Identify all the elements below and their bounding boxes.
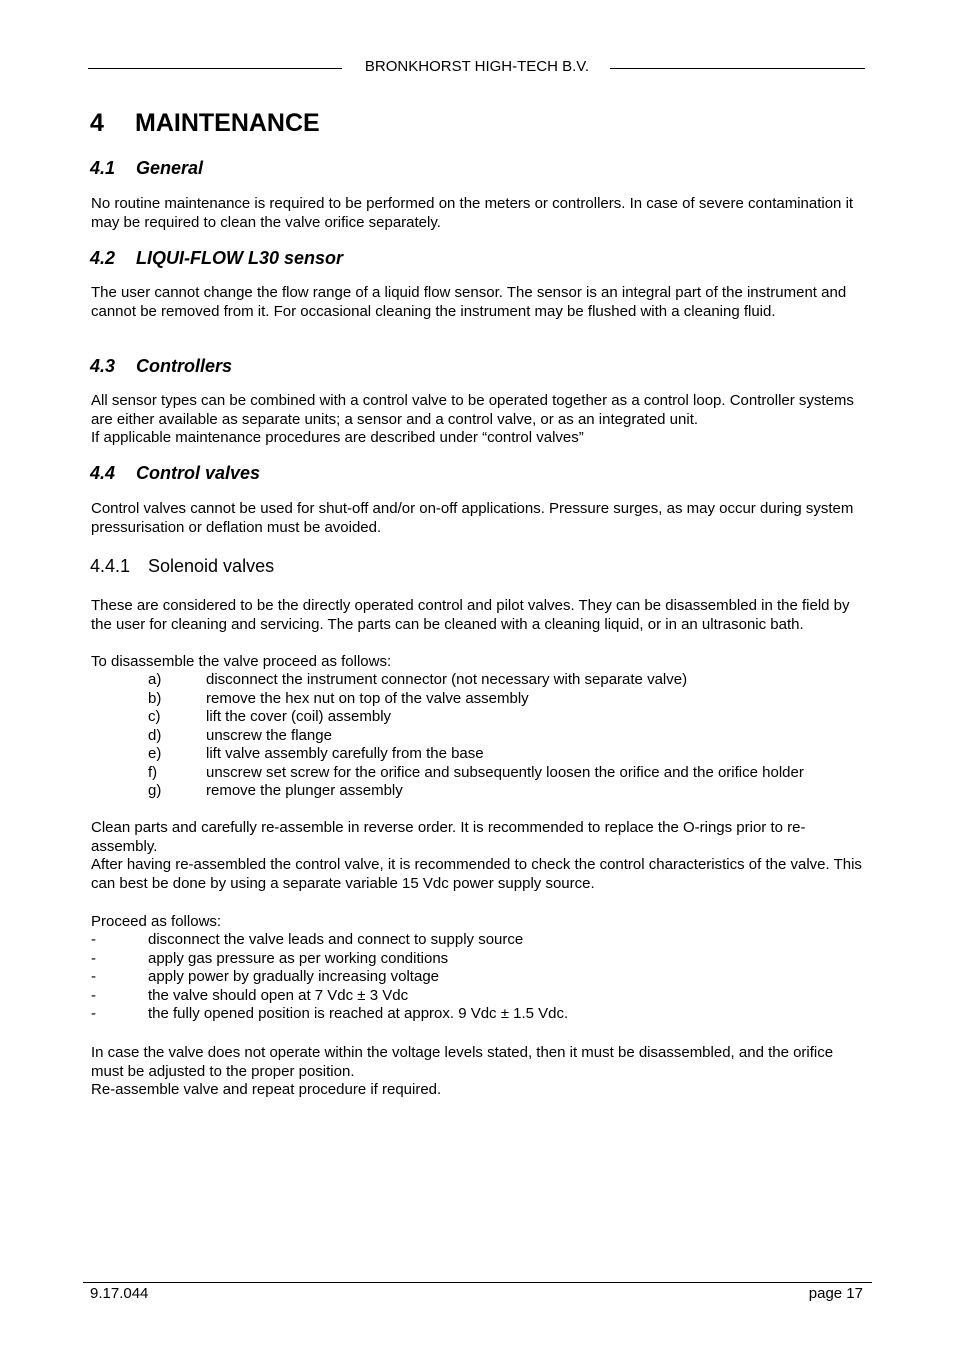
section-number: 4.4: [90, 463, 116, 483]
list-marker: g): [148, 782, 162, 799]
list-item: [91, 931, 568, 950]
proceed-lead: Proceed as follows:: [91, 913, 222, 930]
footer-rule: [83, 1282, 872, 1283]
list-marker: -: [91, 931, 96, 948]
chapter-heading: [90, 109, 320, 138]
list-text: unscrew set screw for the orifice and subsequently loosen the orifice and the orifice holder: [206, 763, 804, 781]
section-heading-4-2: [90, 248, 343, 269]
list-marker: b): [148, 689, 162, 707]
list-marker: -: [91, 1005, 96, 1022]
list-text: lift the cover (coil) assembly: [206, 708, 392, 725]
header-company: BRONKHORST HIGH-TECH B.V.: [364, 58, 590, 75]
section-number: 4.2: [90, 248, 116, 268]
list-item: [148, 708, 804, 727]
section-4-3-body: All sensor types can be combined with a control valve to be operated together as a control loop. Controller systems are either available as separate units; a sensor and a control valve, or as an integrated unit.: [91, 392, 854, 428]
list-text: lift valve assembly carefully from the base: [206, 745, 484, 762]
section-heading-4-4: [90, 463, 260, 484]
subsection-heading-4-4-1: [90, 556, 274, 577]
section-4-3-note: If applicable maintenance procedures are described under “control valves”: [91, 429, 584, 446]
footer-doc-number: 9.17.044: [90, 1285, 149, 1302]
footer-page-number: page 17: [808, 1285, 863, 1302]
list-item: [148, 671, 804, 690]
section-4-4-body: Control valves cannot be used for shut-off and/or on-off applications. Pressure surges, as may occur during system pressurisation or deflation must be avoided.: [91, 500, 854, 536]
list-marker: -: [91, 986, 96, 1004]
list-item: [148, 690, 804, 709]
section-title: Controllers: [136, 356, 233, 376]
list-marker: d): [148, 726, 162, 744]
list-text: remove the plunger assembly: [206, 782, 403, 799]
section-title: Control valves: [136, 463, 261, 483]
chapter-title: MAINTENANCE: [135, 109, 320, 137]
list-text: the fully opened position is reached at approx. 9 Vdc ± 1.5 Vdc.: [148, 1005, 569, 1022]
list-marker: a): [148, 671, 162, 688]
disassembly-steps-list: [148, 671, 804, 801]
solenoid-check: After having re-assembled the control valve, it is recommended to check the control characteristics of the valve. This can best be done by using a separate variable 15 Vdc power supply source.: [91, 856, 862, 892]
list-item: [91, 987, 568, 1006]
list-marker: c): [148, 708, 161, 725]
list-item: [148, 727, 804, 746]
list-item: [91, 950, 568, 969]
section-4-2-body: The user cannot change the flow range of a liquid flow sensor. The sensor is an integral part of the instrument and cannot be removed from it. For occasional cleaning the instrument may be flushed with a cleaning fluid.: [91, 284, 847, 320]
section-title: General: [136, 158, 204, 178]
section-heading-4-3: [90, 356, 232, 377]
list-text: the valve should open at 7 Vdc ± 3 Vdc: [148, 986, 409, 1004]
solenoid-outro-2: Re-assemble valve and repeat procedure if required.: [91, 1081, 442, 1098]
section-4-1-body: No routine maintenance is required to be performed on the meters or controllers. In case of severe contamination it may be required to clean the valve orifice separately.: [91, 195, 854, 231]
list-text: disconnect the instrument connector (not necessary with separate valve): [206, 671, 688, 688]
list-text: disconnect the valve leads and connect to supply source: [148, 931, 524, 948]
list-marker: e): [148, 745, 162, 762]
list-marker: f): [148, 763, 158, 781]
section-heading-4-1: [90, 158, 203, 179]
list-marker: -: [91, 968, 96, 985]
solenoid-clean: Clean parts and carefully re-assemble in reverse order. It is recommended to replace the O-rings prior to re-assembly.: [91, 819, 806, 855]
list-item: [91, 968, 568, 987]
list-text: apply gas pressure as per working conditions: [148, 949, 449, 967]
list-text: apply power by gradually increasing voltage: [148, 968, 440, 985]
list-text: remove the hex nut on top of the valve assembly: [206, 689, 529, 707]
section-number: 4.1: [90, 158, 116, 178]
list-marker: -: [91, 949, 96, 967]
solenoid-outro: In case the valve does not operate within the voltage levels stated, then it must be disassembled, and the orifice must be adjusted to the proper position.: [91, 1044, 834, 1080]
check-steps-list: [91, 931, 568, 1024]
list-item: [148, 782, 804, 801]
chapter-number: 4: [90, 109, 104, 137]
list-item: [148, 764, 804, 783]
solenoid-intro: These are considered to be the directly operated control and pilot valves. They can be disassembled in the field by the user for cleaning and servicing. The parts can be cleaned with a cleaning liquid, or in an ultrasonic bath.: [91, 597, 850, 633]
solenoid-lead: To disassemble the valve proceed as follows:: [91, 653, 392, 670]
section-number: 4.3: [90, 356, 116, 376]
list-text: unscrew the flange: [206, 726, 332, 744]
section-title: LIQUI-FLOW L30 sensor: [136, 248, 344, 268]
list-item: [148, 745, 804, 764]
subsection-title: Solenoid valves: [148, 556, 275, 576]
list-item: [91, 1005, 568, 1024]
header-rule-right: [610, 68, 865, 69]
subsection-number: 4.4.1: [90, 556, 131, 576]
